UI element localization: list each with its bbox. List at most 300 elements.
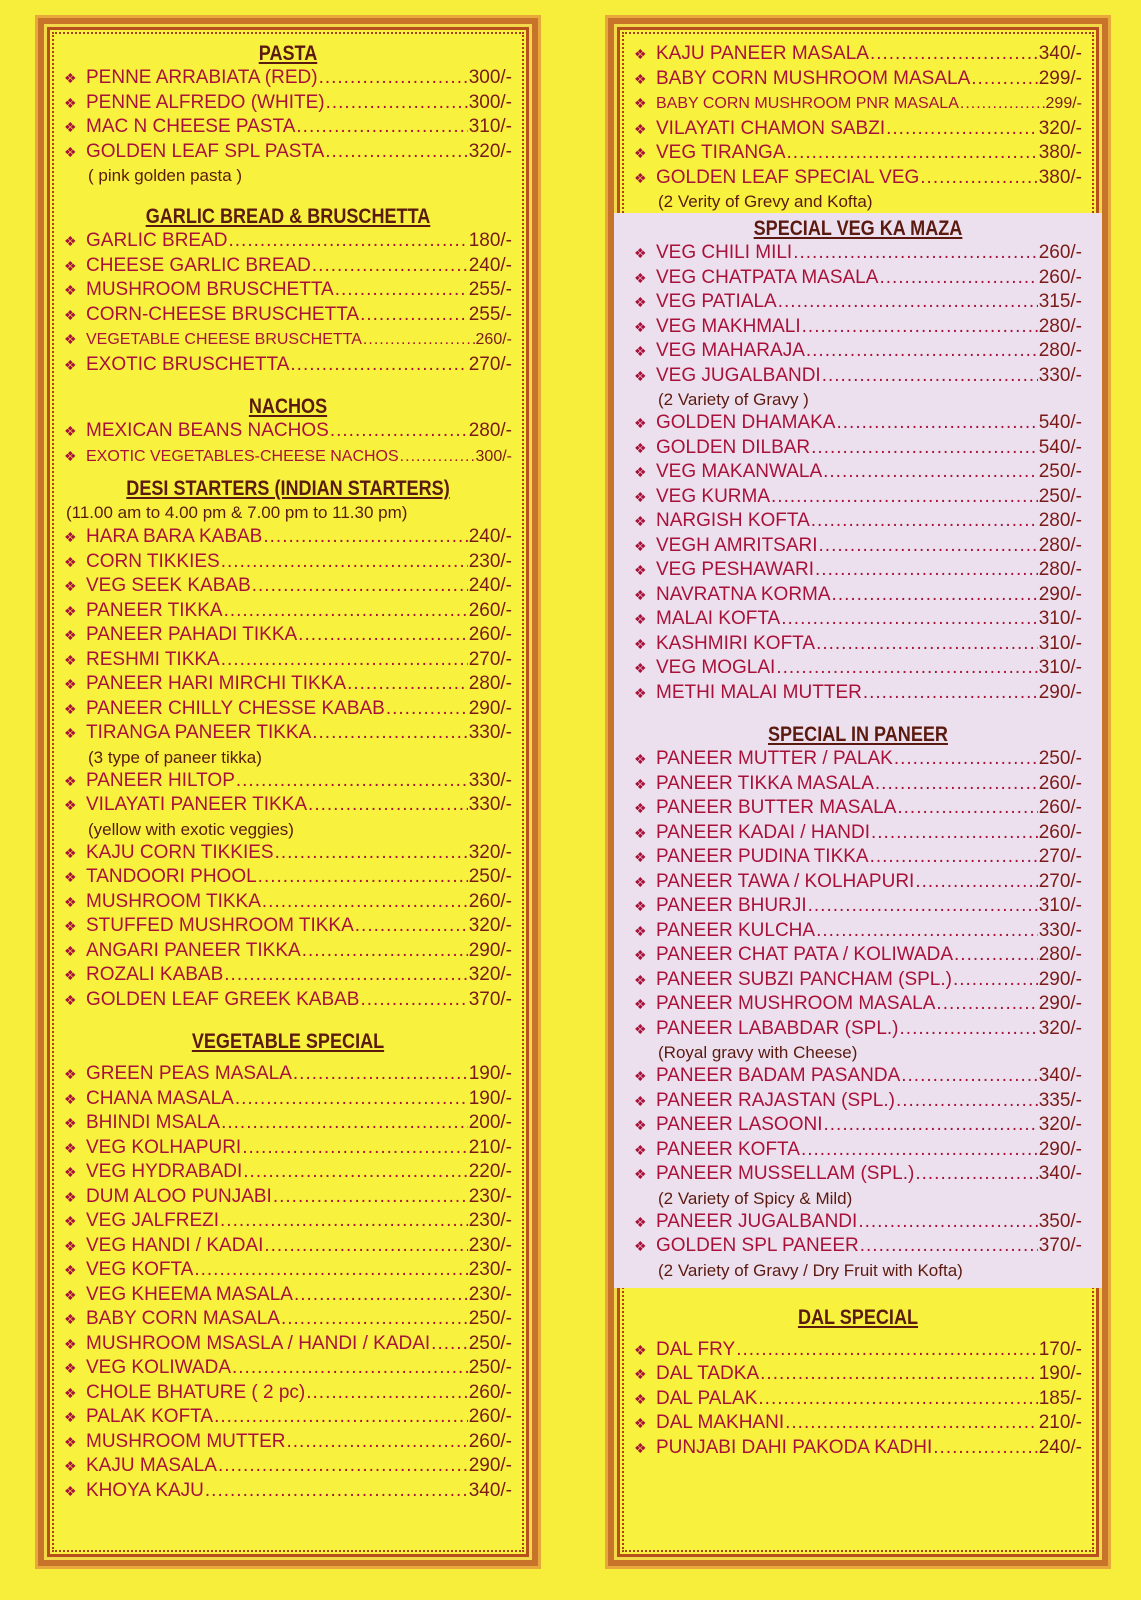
menu-item bbox=[64, 1136, 512, 1161]
menu-item bbox=[64, 140, 512, 165]
menu-item-price: 310/- bbox=[1038, 608, 1082, 629]
dot-leader bbox=[220, 1209, 468, 1234]
menu-item bbox=[634, 91, 1082, 117]
bullet-icon: ❖ bbox=[64, 869, 77, 885]
bullet-icon: ❖ bbox=[634, 898, 647, 914]
menu-item-price: 340/- bbox=[1038, 1065, 1082, 1086]
dot-leader bbox=[224, 599, 468, 624]
menu-item bbox=[64, 1258, 512, 1283]
menu-item bbox=[64, 963, 512, 988]
dot-leader bbox=[933, 1436, 1037, 1461]
bullet-icon: ❖ bbox=[64, 1458, 77, 1474]
bullet-icon: ❖ bbox=[64, 578, 77, 594]
menu-item bbox=[64, 419, 512, 444]
menu-item bbox=[64, 914, 512, 939]
menu-item-name: EXOTIC VEGETABLES-CHEESE NACHOS bbox=[86, 447, 399, 465]
menu-item bbox=[64, 229, 512, 254]
menu-item-name: PANEER BHURJI bbox=[656, 895, 807, 916]
menu-item-name: ANGARI PANEER TIKKA bbox=[86, 939, 301, 961]
dot-leader bbox=[860, 1234, 1038, 1259]
bullet-icon: ❖ bbox=[64, 893, 77, 910]
menu-item bbox=[634, 1138, 1082, 1163]
menu-item-price: 210/- bbox=[468, 1136, 512, 1158]
menu-item bbox=[634, 1162, 1082, 1187]
dot-leader bbox=[293, 1062, 468, 1087]
dot-leader bbox=[312, 254, 468, 279]
menu-item-price: 190/- bbox=[468, 1063, 512, 1084]
menu-item-name: VEG HYDRABADI bbox=[86, 1161, 243, 1182]
dot-leader bbox=[330, 419, 468, 444]
menu-item-price: 290/- bbox=[468, 1455, 512, 1476]
menu-item-price: 290/- bbox=[1038, 1138, 1082, 1160]
dot-leader bbox=[360, 988, 467, 1013]
menu-item-price: 260/- bbox=[1038, 821, 1082, 843]
bullet-icon: ❖ bbox=[64, 282, 77, 298]
dot-leader bbox=[886, 117, 1038, 142]
menu-item-name: PANEER KULCHA bbox=[656, 919, 816, 941]
bullet-icon: ❖ bbox=[634, 1415, 647, 1431]
menu-item-name: NARGISH KOFTA bbox=[656, 510, 810, 531]
section-pasta bbox=[64, 66, 512, 187]
menu-item-name: GOLDEN LEAF GREEK KABAB bbox=[86, 988, 360, 1010]
dot-leader bbox=[347, 672, 468, 697]
menu-item bbox=[634, 747, 1082, 772]
menu-item-name: RESHMI TIKKA bbox=[86, 648, 220, 670]
menu-item-price: 350/- bbox=[1038, 1210, 1082, 1232]
menu-item-price: 270/- bbox=[468, 648, 512, 670]
menu-item bbox=[64, 254, 512, 279]
bullet-icon: ❖ bbox=[634, 849, 647, 865]
menu-item-price: 180/- bbox=[468, 230, 512, 251]
menu-item bbox=[64, 1479, 512, 1504]
menu-item-price: 230/- bbox=[468, 550, 512, 572]
section-dal-special bbox=[634, 1338, 1082, 1461]
bullet-icon: ❖ bbox=[634, 996, 647, 1012]
bullet-icon: ❖ bbox=[634, 684, 647, 701]
dot-leader bbox=[296, 115, 467, 140]
dot-leader bbox=[760, 1362, 1038, 1387]
dot-leader bbox=[205, 1479, 468, 1504]
bullet-icon: ❖ bbox=[634, 488, 647, 505]
dot-leader bbox=[281, 1307, 468, 1332]
dot-leader bbox=[901, 1064, 1037, 1089]
menu-item-name: TANDOORI PHOOL bbox=[86, 866, 257, 887]
bullet-icon: ❖ bbox=[64, 1482, 77, 1499]
bullet-icon: ❖ bbox=[634, 415, 647, 431]
dot-leader bbox=[971, 67, 1037, 92]
menu-item-name: PENNE ARRABIATA (RED) bbox=[86, 67, 318, 88]
dot-leader bbox=[355, 914, 468, 939]
menu-item-price: 230/- bbox=[468, 1234, 512, 1256]
menu-item-name: VEG PESHAWARI bbox=[656, 559, 815, 580]
bullet-icon: ❖ bbox=[634, 1390, 647, 1407]
menu-item-price: 260/- bbox=[468, 599, 512, 621]
dot-leader bbox=[936, 992, 1037, 1017]
dot-leader bbox=[836, 411, 1037, 436]
dot-leader bbox=[400, 445, 475, 470]
menu-item-name: CHANA MASALA bbox=[86, 1087, 234, 1109]
bullet-icon: ❖ bbox=[64, 1409, 77, 1425]
menu-item-price: 299/- bbox=[1045, 95, 1082, 112]
menu-item bbox=[634, 1362, 1082, 1387]
section-title-vegetable-special: VEGETABLE SPECIAL bbox=[191, 1030, 385, 1053]
dot-leader bbox=[808, 894, 1038, 919]
menu-item-price: 330/- bbox=[1038, 364, 1082, 386]
section-title-dal-special: DAL SPECIAL bbox=[797, 1305, 919, 1329]
bullet-icon: ❖ bbox=[64, 1139, 77, 1156]
menu-item bbox=[634, 266, 1082, 291]
menu-item-price: 210/- bbox=[1038, 1412, 1082, 1433]
menu-item-name: PANEER CHILLY CHESSE KABAB bbox=[86, 697, 385, 719]
section-title-veg-ka-maza: SPECIAL VEG KA MAZA bbox=[753, 217, 963, 240]
menu-item-note: (2 Variety of Gravy ) bbox=[658, 390, 809, 409]
menu-item-price: 250/- bbox=[1038, 461, 1082, 482]
menu-item bbox=[634, 894, 1082, 919]
menu-item-price: 220/- bbox=[468, 1161, 512, 1182]
menu-item bbox=[634, 772, 1082, 797]
menu-item-name: VEG MAKANWALA bbox=[656, 461, 823, 482]
bullet-icon: ❖ bbox=[634, 513, 647, 529]
bullet-icon: ❖ bbox=[64, 918, 77, 934]
dot-leader bbox=[306, 1381, 467, 1406]
menu-item-price: 320/- bbox=[1038, 1114, 1082, 1135]
menu-item bbox=[634, 968, 1082, 993]
menu-item bbox=[634, 42, 1082, 67]
bullet-icon: ❖ bbox=[634, 1238, 647, 1254]
menu-item-name: VEGH AMRITSARI bbox=[656, 534, 818, 556]
menu-item-price: 380/- bbox=[1038, 166, 1082, 188]
bullet-icon: ❖ bbox=[634, 1366, 647, 1382]
bullet-icon: ❖ bbox=[634, 586, 647, 603]
menu-item bbox=[634, 67, 1082, 92]
menu-item-name: PANEER TIKKA bbox=[86, 599, 223, 621]
menu-item bbox=[634, 141, 1082, 166]
menu-item-price: 340/- bbox=[468, 1479, 512, 1501]
menu-item-name: METHI MALAI MUTTER bbox=[656, 681, 862, 703]
dot-leader bbox=[870, 845, 1038, 870]
dot-leader bbox=[900, 1017, 1038, 1042]
menu-item-price: 260/- bbox=[468, 890, 512, 912]
menu-item bbox=[64, 939, 512, 964]
dot-leader bbox=[811, 436, 1038, 461]
dot-leader bbox=[218, 1454, 468, 1479]
bullet-icon: ❖ bbox=[64, 423, 77, 439]
menu-item bbox=[634, 1436, 1082, 1461]
menu-item bbox=[64, 525, 512, 550]
menu-item-name: GOLDEN SPL PANEER bbox=[656, 1235, 859, 1256]
section-top-items bbox=[634, 42, 1082, 213]
menu-item bbox=[634, 485, 1082, 510]
menu-item-price: 270/- bbox=[1038, 846, 1082, 867]
menu-item-price: 330/- bbox=[468, 794, 512, 815]
menu-item bbox=[64, 1160, 512, 1185]
menu-item-price: 290/- bbox=[1038, 993, 1082, 1014]
menu-item-name: VILAYATI CHAMON SABZI bbox=[656, 117, 886, 139]
dot-leader bbox=[431, 1332, 468, 1357]
dot-leader bbox=[273, 1185, 468, 1210]
dot-leader bbox=[243, 1160, 467, 1185]
menu-item-name: CHOLE BHATURE ( 2 pc) bbox=[86, 1381, 306, 1403]
menu-item bbox=[634, 558, 1082, 583]
menu-item bbox=[634, 943, 1082, 968]
menu-item-price: 340/- bbox=[1038, 43, 1082, 64]
dot-leader bbox=[386, 697, 468, 722]
menu-item bbox=[64, 865, 512, 890]
menu-item bbox=[634, 364, 1082, 389]
menu-item-name: KAJU MASALA bbox=[86, 1455, 217, 1476]
dot-leader bbox=[954, 943, 1038, 968]
menu-item-name: BABY CORN MASALA bbox=[86, 1308, 280, 1329]
menu-item bbox=[64, 1430, 512, 1455]
dot-leader bbox=[319, 66, 468, 91]
menu-item-price: 260/- bbox=[1038, 266, 1082, 288]
dot-leader bbox=[811, 509, 1038, 534]
bullet-icon: ❖ bbox=[634, 873, 647, 890]
menu-item-price: 315/- bbox=[1038, 291, 1082, 312]
menu-item bbox=[634, 509, 1082, 534]
dot-leader bbox=[363, 328, 475, 353]
bullet-icon: ❖ bbox=[634, 1166, 647, 1182]
menu-item bbox=[64, 769, 512, 794]
dot-leader bbox=[263, 525, 467, 550]
menu-item-name: VEG JALFREZI bbox=[86, 1210, 220, 1231]
menu-item-price: 290/- bbox=[468, 939, 512, 961]
menu-item-price: 190/- bbox=[468, 1087, 512, 1109]
menu-item-price: 270/- bbox=[1038, 870, 1082, 892]
dot-leader bbox=[960, 92, 1045, 117]
bullet-icon: ❖ bbox=[64, 553, 77, 570]
menu-item-name: PANEER SUBZI PANCHAM (SPL.) bbox=[656, 968, 952, 990]
bullet-icon: ❖ bbox=[634, 947, 647, 963]
bullet-icon: ❖ bbox=[64, 725, 77, 741]
bullet-icon: ❖ bbox=[634, 1341, 647, 1358]
menu-item-name: PANEER CHAT PATA / KOLIWADA bbox=[656, 944, 954, 965]
menu-item-price: 260/- bbox=[1038, 797, 1082, 818]
menu-item-price: 230/- bbox=[468, 1259, 512, 1280]
menu-item-price: 230/- bbox=[468, 1210, 512, 1231]
bullet-icon: ❖ bbox=[64, 772, 77, 789]
dot-leader bbox=[258, 865, 468, 890]
dot-leader bbox=[224, 963, 467, 988]
menu-item-name: VEGETABLE CHEESE BRUSCHETTA bbox=[86, 331, 362, 348]
menu-item-price: 260/- bbox=[468, 624, 512, 645]
menu-item bbox=[634, 632, 1082, 657]
menu-item-price: 280/- bbox=[1038, 559, 1082, 580]
menu-item-price: 320/- bbox=[468, 964, 512, 985]
bullet-icon: ❖ bbox=[634, 824, 647, 841]
bullet-icon: ❖ bbox=[64, 1115, 77, 1131]
menu-item-price: 280/- bbox=[468, 673, 512, 694]
menu-item bbox=[64, 1381, 512, 1406]
bullet-icon: ❖ bbox=[64, 257, 77, 274]
menu-item-name: DAL FRY bbox=[656, 1338, 736, 1360]
menu-item bbox=[634, 845, 1082, 870]
menu-item-name: VEG SEEK KABAB bbox=[86, 575, 251, 596]
menu-item-name: KAJU PANEER MASALA bbox=[656, 43, 869, 64]
menu-item-name: VEG HANDI / KADAI bbox=[86, 1234, 264, 1256]
dot-leader bbox=[823, 1113, 1037, 1138]
dot-leader bbox=[264, 1234, 467, 1259]
dot-leader bbox=[858, 1210, 1037, 1235]
dot-leader bbox=[894, 747, 1038, 772]
menu-item-note: (3 type of paneer tikka) bbox=[88, 747, 262, 767]
dot-leader bbox=[286, 1430, 467, 1455]
menu-item-price: 299/- bbox=[1038, 67, 1082, 89]
menu-item bbox=[64, 1111, 512, 1136]
menu-item-name: PANEER LABABDAR (SPL.) bbox=[656, 1017, 899, 1039]
bullet-icon: ❖ bbox=[634, 1068, 647, 1084]
bullet-icon: ❖ bbox=[64, 651, 77, 668]
dot-leader bbox=[863, 681, 1038, 706]
dot-leader bbox=[242, 1136, 467, 1161]
left-menu-panel bbox=[38, 18, 538, 1566]
menu-item-price: 260/- bbox=[1038, 242, 1082, 263]
dot-leader bbox=[785, 1411, 1038, 1436]
menu-item-price: 260/- bbox=[468, 1406, 512, 1427]
menu-item bbox=[64, 303, 512, 328]
menu-item bbox=[634, 339, 1082, 364]
bullet-icon: ❖ bbox=[64, 1286, 77, 1303]
menu-item-price: 250/- bbox=[468, 1308, 512, 1329]
menu-item-name: VEG KOLHAPURI bbox=[86, 1136, 242, 1158]
menu-item-price: 280/- bbox=[1038, 534, 1082, 556]
dot-leader bbox=[771, 485, 1038, 510]
menu-item bbox=[634, 241, 1082, 266]
bullet-icon: ❖ bbox=[634, 971, 647, 988]
menu-item-price: 300/- bbox=[468, 67, 512, 88]
pink-highlight-block bbox=[614, 213, 1102, 1288]
bullet-icon: ❖ bbox=[634, 562, 647, 578]
menu-item-price: 340/- bbox=[1038, 1163, 1082, 1184]
menu-item-name: TIRANGA PANEER TIKKA bbox=[86, 722, 312, 743]
menu-item bbox=[634, 436, 1082, 461]
menu-item-name: CORN-CHEESE BRUSCHETTA bbox=[86, 303, 360, 325]
dot-leader bbox=[294, 1283, 468, 1308]
menu-item bbox=[634, 290, 1082, 315]
menu-item-name: PANEER PAHADI TIKKA bbox=[86, 624, 298, 645]
menu-item-price: 230/- bbox=[468, 1185, 512, 1207]
menu-item-name: DAL PALAK bbox=[656, 1387, 758, 1409]
bullet-icon: ❖ bbox=[64, 942, 77, 959]
menu-item-name: MUSHROOM BRUSCHETTA bbox=[86, 279, 334, 300]
dot-leader bbox=[290, 353, 467, 378]
menu-item-price: 250/- bbox=[1038, 485, 1082, 507]
menu-item-price: 280/- bbox=[1038, 315, 1082, 337]
menu-item-name: ROZALI KABAB bbox=[86, 964, 224, 985]
menu-item bbox=[634, 1387, 1082, 1412]
menu-item-price: 290/- bbox=[468, 697, 512, 719]
menu-item-price: 240/- bbox=[468, 254, 512, 276]
bullet-icon: ❖ bbox=[634, 294, 647, 310]
dot-leader bbox=[870, 42, 1038, 67]
menu-item bbox=[64, 278, 512, 303]
dot-leader bbox=[787, 141, 1038, 166]
bullet-icon: ❖ bbox=[64, 700, 77, 717]
menu-item-name: GOLDEN DHAMAKA bbox=[656, 412, 836, 433]
menu-item-price: 280/- bbox=[468, 420, 512, 441]
dot-leader bbox=[897, 796, 1037, 821]
dot-leader bbox=[335, 278, 468, 303]
bullet-icon: ❖ bbox=[634, 169, 647, 186]
menu-item-price: 310/- bbox=[1038, 895, 1082, 916]
menu-item-price: 260/- bbox=[475, 331, 512, 348]
menu-item-name: PANEER PUDINA TIKKA bbox=[656, 846, 869, 867]
bullet-icon: ❖ bbox=[64, 1311, 77, 1327]
menu-item-name: VEG MAKHMALI bbox=[656, 315, 801, 337]
section-desi-starters bbox=[64, 525, 512, 1012]
bullet-icon: ❖ bbox=[634, 800, 647, 816]
menu-item-note: (2 Verity of Grevy and Kofta) bbox=[658, 192, 873, 211]
menu-item-price: 300/- bbox=[475, 447, 512, 465]
bullet-icon: ❖ bbox=[634, 343, 647, 359]
section-title-desi-starters: DESI STARTERS (INDIAN STARTERS) bbox=[126, 477, 450, 500]
dot-leader bbox=[221, 648, 468, 673]
menu-item-name: STUFFED MUSHROOM TIKKA bbox=[86, 915, 354, 936]
dot-leader bbox=[235, 1087, 468, 1112]
menu-item-price: 200/- bbox=[468, 1112, 512, 1133]
dot-leader bbox=[736, 1338, 1037, 1363]
desi-starters-timing: (11.00 am to 4.00 pm & 7.00 pm to 11.30 pm) bbox=[66, 503, 408, 522]
menu-item-price: 310/- bbox=[468, 116, 512, 137]
dot-leader bbox=[312, 721, 467, 746]
menu-item-name: VEG TIRANGA bbox=[656, 142, 786, 163]
menu-item-price: 320/- bbox=[1038, 117, 1082, 139]
menu-item-name: VEG PATIALA bbox=[656, 291, 777, 312]
menu-item-name: DAL TADKA bbox=[656, 1363, 760, 1384]
menu-item-name: KHOYA KAJU bbox=[86, 1479, 204, 1501]
menu-item-name: PANEER TAWA / KOLHAPURI bbox=[656, 870, 915, 892]
dot-leader bbox=[308, 793, 468, 818]
menu-item-name: PUNJABI DAHI PAKODA KADHI bbox=[656, 1436, 933, 1458]
menu-item bbox=[634, 411, 1082, 436]
menu-item-name: MUSHROOM TIKKA bbox=[86, 890, 261, 912]
menu-item-price: 380/- bbox=[1038, 142, 1082, 163]
bullet-icon: ❖ bbox=[64, 1262, 77, 1278]
bullet-icon: ❖ bbox=[64, 602, 77, 619]
bullet-icon: ❖ bbox=[64, 1164, 77, 1180]
dot-leader bbox=[879, 266, 1037, 291]
section-veg-ka-maza bbox=[634, 241, 1082, 705]
menu-item bbox=[64, 574, 512, 599]
menu-item-name: DUM ALOO PUNJABI bbox=[86, 1185, 272, 1207]
dot-leader bbox=[298, 623, 468, 648]
bullet-icon: ❖ bbox=[634, 95, 647, 111]
menu-item-name: VEG MAHARAJA bbox=[656, 340, 805, 361]
menu-item bbox=[634, 460, 1082, 485]
menu-item bbox=[634, 1338, 1082, 1363]
menu-item-name: GARLIC BREAD bbox=[86, 230, 228, 251]
bullet-icon: ❖ bbox=[64, 143, 77, 160]
menu-item-price: 310/- bbox=[1038, 657, 1082, 678]
menu-item bbox=[634, 656, 1082, 681]
bullet-icon: ❖ bbox=[634, 464, 647, 480]
section-special-paneer bbox=[634, 747, 1082, 1282]
menu-item-price: 540/- bbox=[1038, 436, 1082, 458]
menu-item bbox=[64, 1356, 512, 1381]
menu-item-name: CHEESE GARLIC BREAD bbox=[86, 254, 311, 276]
menu-item-price: 335/- bbox=[1038, 1089, 1082, 1111]
menu-item-price: 280/- bbox=[1038, 944, 1082, 965]
bullet-icon: ❖ bbox=[634, 751, 647, 767]
dot-leader bbox=[819, 534, 1038, 559]
menu-item-price: 330/- bbox=[468, 722, 512, 743]
menu-item-name: PANEER BADAM PASANDA bbox=[656, 1065, 901, 1086]
menu-item bbox=[64, 793, 512, 818]
menu-item-price: 320/- bbox=[1038, 1017, 1082, 1039]
bullet-icon: ❖ bbox=[634, 660, 647, 676]
menu-item bbox=[64, 115, 512, 140]
menu-item-price: 170/- bbox=[1038, 1338, 1082, 1360]
